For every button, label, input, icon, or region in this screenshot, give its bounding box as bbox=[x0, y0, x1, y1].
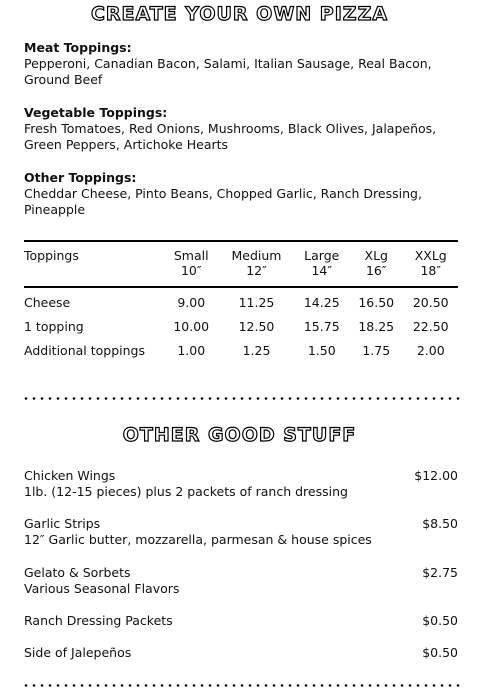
item-name: Side of Jalepeños bbox=[24, 645, 132, 660]
price-cell: 15.75 bbox=[303, 318, 340, 334]
page-title-other-good-stuff: OTHER GOOD STUFF bbox=[122, 424, 357, 446]
item-price: $8.50 bbox=[422, 516, 458, 531]
price-cell: 16.50 bbox=[358, 294, 395, 310]
item-description: 12″ Garlic butter, mozzarella, parmesan & house spices bbox=[24, 532, 372, 547]
table-row bbox=[24, 290, 458, 314]
table-row bbox=[24, 314, 458, 338]
price-cell: 9.00 bbox=[177, 294, 206, 310]
price-cell: 2.00 bbox=[416, 342, 445, 358]
vegetable-toppings-list: Fresh Tomatoes, Red Onions, Mushrooms, Black Olives, Jalapeños, Green Peppers, Artichoke Hearts bbox=[24, 121, 437, 152]
size-header-large: Large 14″ bbox=[304, 248, 340, 278]
size-header-xxlg: XXLg 18″ bbox=[414, 248, 447, 278]
list-item-gelato-sorbets bbox=[24, 565, 458, 597]
list-item-ranch-packets bbox=[24, 613, 458, 629]
size-header-xlg: XLg 16″ bbox=[364, 248, 388, 278]
size-header-medium: Medium 12″ bbox=[231, 248, 282, 278]
list-item-side-jalepenos bbox=[24, 645, 458, 661]
price-cell: 1.50 bbox=[307, 342, 336, 358]
item-name: Ranch Dressing Packets bbox=[24, 613, 173, 628]
meat-toppings-list: Pepperoni, Canadian Bacon, Salami, Italian Sausage, Real Bacon, Ground Beef bbox=[24, 56, 432, 87]
other-toppings-list: Cheddar Cheese, Pinto Beans, Chopped Garlic, Ranch Dressing, Pineapple bbox=[24, 186, 422, 217]
price-cell: 14.25 bbox=[303, 294, 340, 310]
list-item-garlic-strips bbox=[24, 516, 458, 548]
pizza-price-table bbox=[24, 248, 458, 362]
price-cell: 20.50 bbox=[412, 294, 449, 310]
dotted-divider bbox=[22, 397, 460, 400]
other-toppings-heading: Other Toppings: bbox=[24, 170, 137, 185]
row-label-additional-toppings: Additional toppings bbox=[24, 342, 145, 358]
price-cell: 11.25 bbox=[238, 294, 275, 310]
price-cell: 18.25 bbox=[358, 318, 395, 334]
row-label-cheese: Cheese bbox=[24, 294, 71, 310]
dotted-divider-bottom bbox=[22, 684, 460, 687]
table-top-rule bbox=[24, 240, 458, 242]
page-title-create-pizza: CREATE YOUR OWN PIZZA bbox=[90, 3, 389, 25]
item-name: Gelato & Sorbets bbox=[24, 565, 131, 580]
other-toppings-section bbox=[24, 170, 464, 218]
item-price: $0.50 bbox=[422, 613, 458, 628]
price-cell: 1.75 bbox=[362, 342, 391, 358]
item-price: $0.50 bbox=[422, 645, 458, 660]
price-cell: 22.50 bbox=[412, 318, 449, 334]
price-cell: 1.00 bbox=[177, 342, 206, 358]
price-cell: 10.00 bbox=[173, 318, 210, 334]
price-table-header-row bbox=[24, 248, 458, 284]
price-cell: 1.25 bbox=[242, 342, 271, 358]
item-description: Various Seasonal Flavors bbox=[24, 581, 180, 596]
size-header-small: Small 10″ bbox=[173, 248, 209, 278]
list-item-chicken-wings bbox=[24, 468, 458, 500]
item-name: Garlic Strips bbox=[24, 516, 101, 531]
item-price: $12.00 bbox=[414, 468, 458, 483]
meat-toppings-heading: Meat Toppings: bbox=[24, 40, 132, 55]
item-price: $2.75 bbox=[422, 565, 458, 580]
price-cell: 12.50 bbox=[238, 318, 275, 334]
item-description: 1lb. (12-15 pieces) plus 2 packets of ranch dressing bbox=[24, 484, 348, 499]
toppings-column-header: Toppings bbox=[24, 248, 79, 263]
row-label-one-topping: 1 topping bbox=[24, 318, 84, 334]
vegetable-toppings-heading: Vegetable Toppings: bbox=[24, 105, 168, 120]
table-row bbox=[24, 338, 458, 362]
meat-toppings-section bbox=[24, 40, 464, 88]
vegetable-toppings-section bbox=[24, 105, 464, 153]
item-name: Chicken Wings bbox=[24, 468, 116, 483]
